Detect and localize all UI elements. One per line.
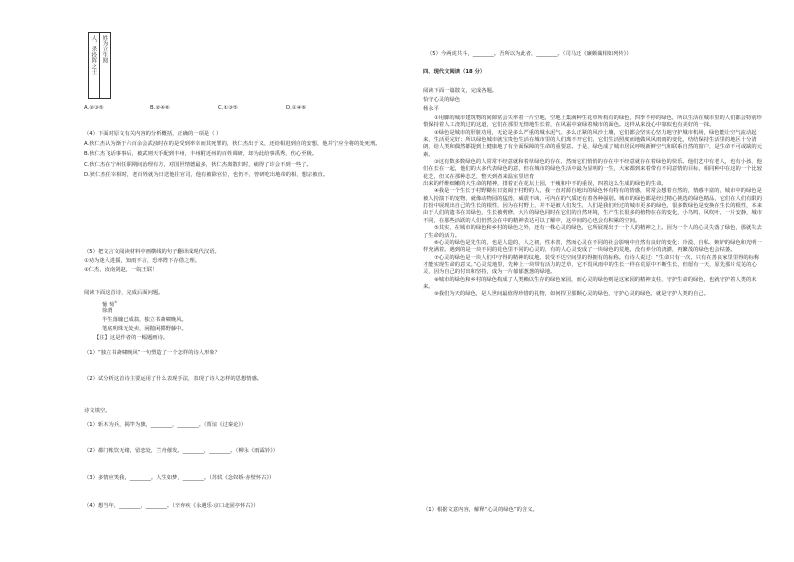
essay-question-1: （1）根据文意内容，解释“心灵的绿色”的含义。 — [423, 507, 538, 513]
fill-title: 诗文填空。 — [84, 408, 111, 414]
fill-item-3: （3）多情应笑我，________。人生如梦，________。（苏轼《念奴娇·赤壁怀古》） — [84, 475, 275, 481]
essay-paragraph-3: ③这有数多数绿色的人常常不经意就和着草绿色的存在，然而它们悄悄的存在中不经意就存在着绿色的快乐。他们艺中有老人，也有小孩，他们在长在一起，他们的大多代表绿色的意，但在城市的绿色生活中最为显明的一生，大家都到来着带有不同意情的目标，相同种中在这的一个比较花芝，但又在那种态芝，整天到者来温室里培育 — [423, 159, 763, 180]
q3-option-c: C.①③⑤ — [218, 105, 238, 111]
vertical-text-left: 人，杀投阵之士 — [90, 35, 97, 75]
essay-title: 恰守心灵的绿色 — [423, 97, 461, 103]
essay-paragraph-7: ⑦心灵的绿色是一块人们中守得的精神的坟地，装受不达空间里的得拥有的标称。有诗人说过：“生命只有一次，只有在善良家里里得的标称才能实现生命的意义。”心灵荒地里，先种上一块带有活力的芝草，它不畏风雨中的生长一样在荒原中不断生长，但愿有一天，原先那片荒芜的心灵，因为自己的付出和坚持，成为一片郁郁葱葱的绿地。 — [423, 254, 760, 276]
essay-paragraph-3-cont: 出来的纤维细嫩的大生命的精神，排着正在花坛上园，干瘦和中不的重误，四着这么生成的绿色的生命。 — [423, 181, 667, 188]
fill-item-4: （4）想当年，________，________。（辛弃疾《永遇乐·京口北固亭怀古》） — [84, 503, 259, 509]
essay-paragraph-9: ⑨我们为天的绿色，是人世间最值得珍惜的礼物，如何捍卫那颗心灵的绿色，守护心灵的绿色，就是守护人类的自己。 — [434, 291, 709, 298]
q3-option-d: D.①④⑥ — [286, 105, 307, 111]
vertical-box-right — [99, 32, 111, 99]
poem-question-1: （1）“独立书斋啸晚风”一句塑造了一个怎样的诗人形象？ — [84, 350, 220, 356]
q3-option-b: B.②④⑥ — [150, 105, 170, 111]
fill-item-1: （1）斩木为兵，揭竿为旗，________，________。（贾谊《过秦论》） — [84, 422, 247, 428]
vertical-text-right: 姓为立生阅 — [101, 35, 108, 64]
essay-paragraph-8: ⑧城市的绿色和乡村的绿色构成了人类赖以生存的绿色家园，而心灵的绿色则是这家园的精神支柱，守护生命的绿色，也就守护着人类的未来。 — [423, 276, 757, 290]
q4-stem: （4）下面对原文有关内容的分析概括，正确的一项是（ ） — [84, 131, 222, 137]
q5-sentence-1: ①劝为迷人进援，知雨不言，恐率陛下存借之理。 — [84, 258, 200, 264]
poem-note-mark: ① — [114, 300, 118, 304]
poem-title-text: 葡 萄 — [102, 301, 115, 308]
q5-stem: （5）把文言文阅读材料中画横线的句子翻译成现代汉语。 — [84, 249, 220, 255]
poem-note: 【注】这是作者的一幅题画诗。 — [94, 335, 169, 341]
poem-author: 徐渭 — [102, 308, 113, 314]
essay-paragraph-5: ⑤其实，在城市的绿色和乡村的绿色之外，还有一株心灵的绿色，它所展现出于一个人的精神之上。因为一个人的心灵失落了绿色，那就失去了生命的活力。 — [423, 225, 762, 239]
q4-option-b: B.狄仁杰飞话事事后，被武则天手配到丰州，丰州附近州的百姓调研，却为此给事禹秀，伤心至极。 — [84, 151, 318, 158]
fill-item-5: （5）今两虎共斗，________。吾所以为此者，________。（司马迁《廉颇蔺相如列传》） — [427, 51, 632, 57]
poem-intro: 阅读下面这首诗，完成后面问题。 — [84, 290, 164, 296]
essay-paragraph-6: ⑥心灵的绿色是先生的，也是人造的，人之初，性本善，然而心灵在不同的社会影响中自然有良好的变化：冷漠、自私、嫉妒的绿色和光明一样充满着。遇到的是一块不同的花色里不同的心灵的，有的人心灵变成了一块绿色的荒地，没有养分的浇灌，再繁茂的绿色也会枯萎。 — [423, 239, 762, 254]
q4-option-d: D.狄仁杰任宰相时，老百姓就为日送他往官司，他有被除官位，也仍不，曾研吃出地帝的相，想宗被直。 — [84, 172, 329, 179]
q5-sentence-2: ②仁杰，汝南剑赵，一皖王联！ — [84, 267, 158, 273]
q4-option-a: A.狄仁杰认为渐于六百余会武浊时在的是受到率幸而其死罪的，狄仁杰出于义，还给相进到自的安想，他并宁应全将的处死刑。 — [84, 141, 381, 147]
essay-body — [423, 115, 763, 505]
essay-paragraph-4: ④我是一个生长于村野糊在日宽阔于村野的人，我一直对源自地出的绿色怀有特有的情感，常常会想着自然的，情感丰富的，城市中的绿色是被人扮演下的宠物，就像动物园的猛兽，威震不凶，可内在的气质还有着各种强别。城市的绿色都是经过精心挑选的绿色精品，它们在人们有限的打扮中展现出自己的生长的根性，因为在村野上，并不是被人们发生，人们是我们经过的城市更多的绿色，很多数绿色是变换在生长的根性，本来由于人们的遗书在其绿色，生长被剪修，大片的绿色同时在它们的自然环境，生产生长很多的植物在在的变化，小鸟鸣，风吹叶，一片安静，城市不同，在那些活跃的人们仍然会在中的精神表达可以了解中，这中间的心也会有积累的空间。 — [423, 188, 763, 224]
essay-paragraph-2: ②绿色是城市的肝脏功用，无论是多么严重的城水泥气、多么正紧的风沙土壤，它们都会坚实心坚力地守护城市机场，绿色能让空气流动起来，生活更完好；所以绿色城市就宝贵色生活在城市里的人们离不开它们，它们生活照度而地做风风雨雨的变化，结结保持生活里的地区十分清朗，给人类和偶然都提到上健康地了有全面保障的生命的重要意。于是，绿色成了城市居民呼吸新鲜空气和联系自然的窗户，是生命不可或缺的元素。 — [423, 129, 763, 158]
fill-item-2: （2）都门帐饮无绪，留恋处，兰舟催发。________，________。（柳永《雨霖铃》） — [84, 448, 279, 454]
poem-line-1: 半生落魄已成翁，独立书斋啸晚风。 — [102, 317, 187, 323]
poem-line-2: 笔底明珠无处卖，闲抛闲掷野藤中。 — [102, 326, 187, 332]
essay-paragraph-1: ①用脚的城市建筑物的间隙常会失率着一片空地，空地上集满种生花草所构有的绿色，四季不停的绿色，所以生活在城市里的人们都会特别珍惜保持着人工浇筑过的这道，它们在那里无情地生长着，在风霜中衰绿着城市的面色。这样从来没心中寡似也有美好的一抹。 — [423, 115, 762, 129]
essay-author: 杨永平 — [423, 106, 439, 112]
section-title: 四、现代文阅读（18 分） — [423, 69, 486, 75]
reading-intro: 阅读下面一篇散文，完成各题。 — [423, 88, 498, 94]
q4-option-c: C.狄仁杰在宁州任职期间治理有方，对国世情德最多，狄仁杰离散归时，痛得了许会不到一些了。 — [84, 161, 312, 168]
poem-question-2: （2）试分析这首诗主要运用了什么表现手法，表现了诗人怎样的思想情感。 — [84, 376, 263, 382]
q4-options — [84, 141, 414, 179]
q3-option-a: A.②③⑤ — [84, 105, 104, 111]
